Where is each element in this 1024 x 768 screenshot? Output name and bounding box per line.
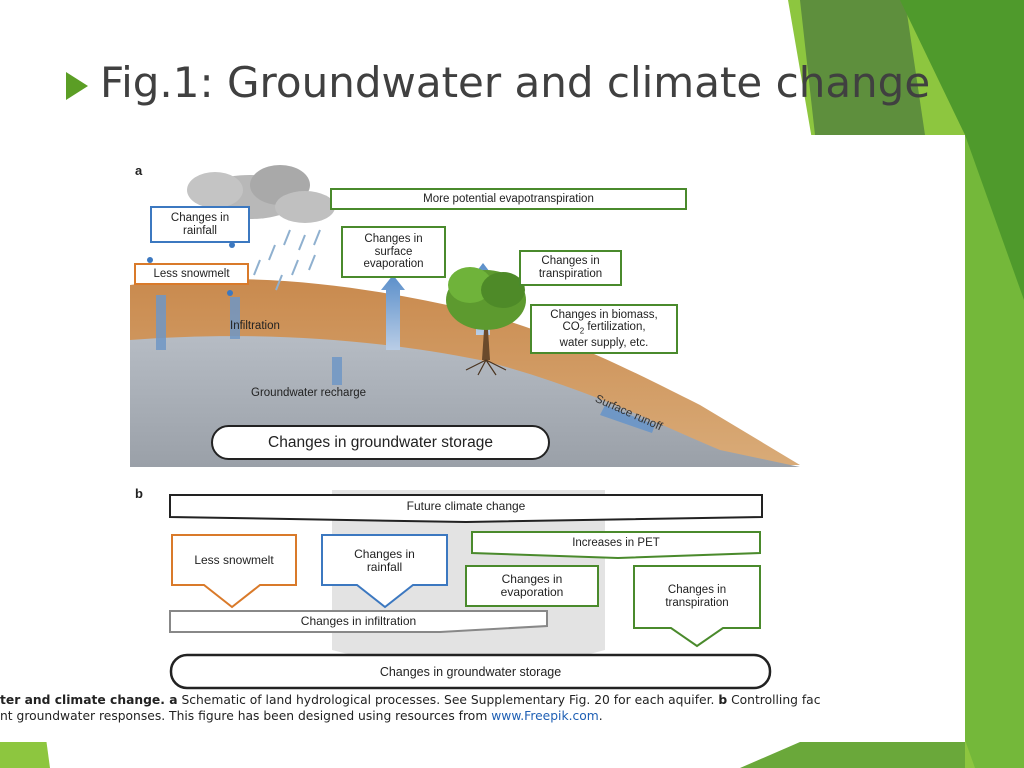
rainfall-box	[150, 206, 250, 243]
panel-b-letter: b	[135, 486, 143, 501]
evaporation-b-label: Changes in evaporation	[500, 571, 564, 599]
storage-b-label: Changes in groundwater storage	[379, 664, 562, 679]
biomass-label-line1: Changes in biomass,	[550, 308, 658, 321]
future-label: Future climate change	[406, 499, 526, 514]
slide-title: Fig.1: Groundwater and climate change	[100, 58, 931, 107]
runoff-label: Surface runoff	[593, 393, 664, 434]
evaporation-b-wrap	[466, 566, 598, 606]
freepik-link[interactable]: www.Freepik.com	[491, 709, 599, 723]
snowmelt-b-label: Less snowmelt	[194, 553, 274, 568]
pet-box	[330, 188, 687, 210]
surface-evap-label: Changes in surface evaporation	[363, 232, 424, 271]
caption-line-2: nt groundwater responses. This figure has been designed using resources from www.Freepik.com.	[0, 709, 603, 723]
storage-pill-a	[211, 425, 550, 460]
storage-label-a: Changes in groundwater storage	[268, 433, 493, 451]
caption-line-1: ter and climate change. a Schematic of land hydrological processes. See Supplementary Fig. 20 for each aquifer. b Controlling fac	[0, 693, 821, 707]
recharge-arrow	[332, 357, 342, 385]
rainfall-b-label: Changes in rainfall	[354, 546, 415, 574]
panel-a-illustration	[0, 135, 965, 475]
infiltration-label: Infiltration	[230, 320, 280, 332]
pet-label: More potential evapotranspiration	[423, 192, 594, 205]
snowmelt-box	[134, 263, 249, 285]
rainfall-label: Changes in rainfall	[170, 211, 230, 237]
transpiration-label: Changes in transpiration	[538, 255, 603, 280]
biomass-label-line2: $CO_2$ fertilization,	[562, 321, 646, 336]
biomass-box	[530, 304, 678, 354]
figure	[0, 135, 965, 742]
transpiration-b-label: Changes in transpiration	[665, 584, 729, 609]
title-bullet-icon	[66, 72, 88, 100]
pet-b-label: Increases in PET	[572, 537, 660, 550]
transpiration-b-wrap	[634, 567, 760, 627]
snowmelt-label: Less snowmelt	[153, 267, 230, 280]
pet-b-wrap	[472, 533, 760, 554]
storage-b-wrap	[171, 655, 770, 688]
panel-a-letter: a	[135, 163, 143, 178]
rainfall-b-wrap	[322, 536, 447, 586]
infiltration-b-wrap	[170, 611, 547, 632]
transpiration-box	[519, 250, 622, 286]
snowmelt-b-wrap	[172, 536, 296, 586]
recharge-label: Groundwater recharge	[251, 387, 367, 399]
infiltration-arrow	[156, 295, 166, 350]
surface-evap-box	[341, 226, 446, 278]
biomass-label-line3: water supply, etc.	[559, 336, 649, 349]
infiltration-b-label: Changes in infiltration	[300, 613, 417, 628]
future-label-wrap	[170, 496, 762, 518]
figure-caption	[0, 692, 965, 724]
